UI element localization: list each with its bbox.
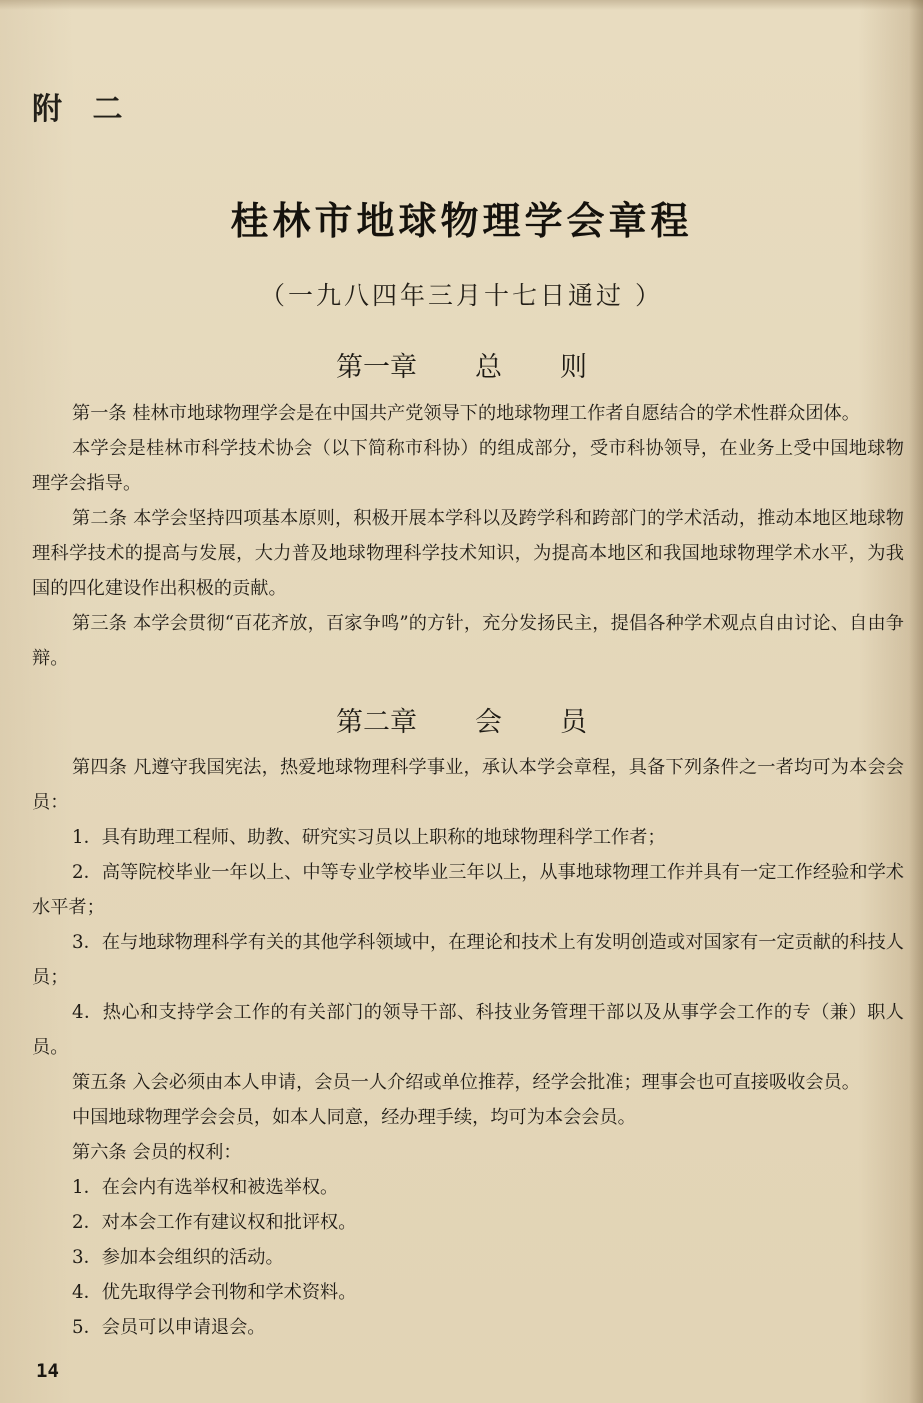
chapter-2-heading <box>0 700 923 739</box>
document-title: 桂林市地球物理学会章程 <box>230 198 693 243</box>
right-4: 4．优先取得学会刊物和学术资料。 <box>72 1282 357 1303</box>
condition-3: 3．在与地球物理科学有关的其他学科领域中，在理论和技术上有发明创造或对国家有一定贡献的科技人员； <box>32 932 904 988</box>
article-1: 第一条 桂林市地球物理学会是在中国共产党领导下的地球物理工作者自愿结合的学术性群众团体。 <box>72 403 860 424</box>
chapter-2-body <box>32 750 904 1345</box>
right-5: 5．会员可以申请退会。 <box>72 1317 266 1338</box>
right-1: 1．在会内有选举权和被选举权。 <box>72 1177 339 1198</box>
chapter-1-number: 第一章 <box>336 352 417 383</box>
appendix-label: 附 二 <box>32 92 133 127</box>
condition-4: 4．热心和支持学会工作的有关部门的领导干部、科技业务管理干部以及从事学会工作的专（兼）职人员。 <box>32 1002 904 1058</box>
chapter-1-heading <box>0 345 923 384</box>
page-edge-shadow <box>909 0 923 1403</box>
page-number: 14 <box>36 1360 59 1382</box>
paragraph-cgs-members: 中国地球物理学会会员，如本人同意，经办理手续，均可为本会会员。 <box>72 1107 636 1128</box>
right-2: 2．对本会工作有建议权和批评权。 <box>72 1212 357 1233</box>
adoption-date: （一九八四年三月十七日通过 ） <box>260 281 663 310</box>
chapter-2-number: 第二章 <box>336 707 417 738</box>
condition-1: 1．具有助理工程师、助教、研究实习员以上职称的地球物理科学工作者； <box>72 827 666 848</box>
article-6: 第六条 会员的权利： <box>72 1142 242 1163</box>
chapter-2-name-a: 会 <box>475 707 502 738</box>
chapter-1-body <box>32 396 904 676</box>
article-2: 第二条 本学会坚持四项基本原则，积极开展本学科以及跨学科和跨部门的学术活动，推动本地区地球物理科学技术的提高与发展，大力普及地球物理科学技术知识，为提高本地区和我国地球物理学术水平，为我国的四化建设作出积极的贡献。 <box>32 508 904 599</box>
condition-2: 2．高等院校毕业一年以上、中等专业学校毕业三年以上，从事地球物理工作并具有一定工作经验和学术水平者； <box>32 862 904 918</box>
article-4: 第四条 凡遵守我国宪法，热爱地球物理科学事业，承认本学会章程，具备下列条件之一者均可为本会会员： <box>32 757 904 813</box>
article-3: 第三条 本学会贯彻“百花齐放，百家争鸣”的方针，充分发扬民主，提倡各种学术观点自由讨论、自由争辩。 <box>32 613 904 669</box>
chapter-1-name-a: 总 <box>475 352 502 383</box>
article-5: 策五条 入会必须由本人申请，会员一人介绍或单位推荐，经学会批准；理事会也可直接吸收会员。 <box>72 1072 860 1093</box>
chapter-2-name-b: 员 <box>560 707 587 738</box>
chapter-1-name-b: 则 <box>560 352 587 383</box>
paragraph-membership: 本学会是桂林市科学技术协会（以下简称市科协）的组成部分，受市科协领导，在业务上受中国地球物理学会指导。 <box>32 438 904 494</box>
right-3: 3．参加本会组织的活动。 <box>72 1247 284 1268</box>
